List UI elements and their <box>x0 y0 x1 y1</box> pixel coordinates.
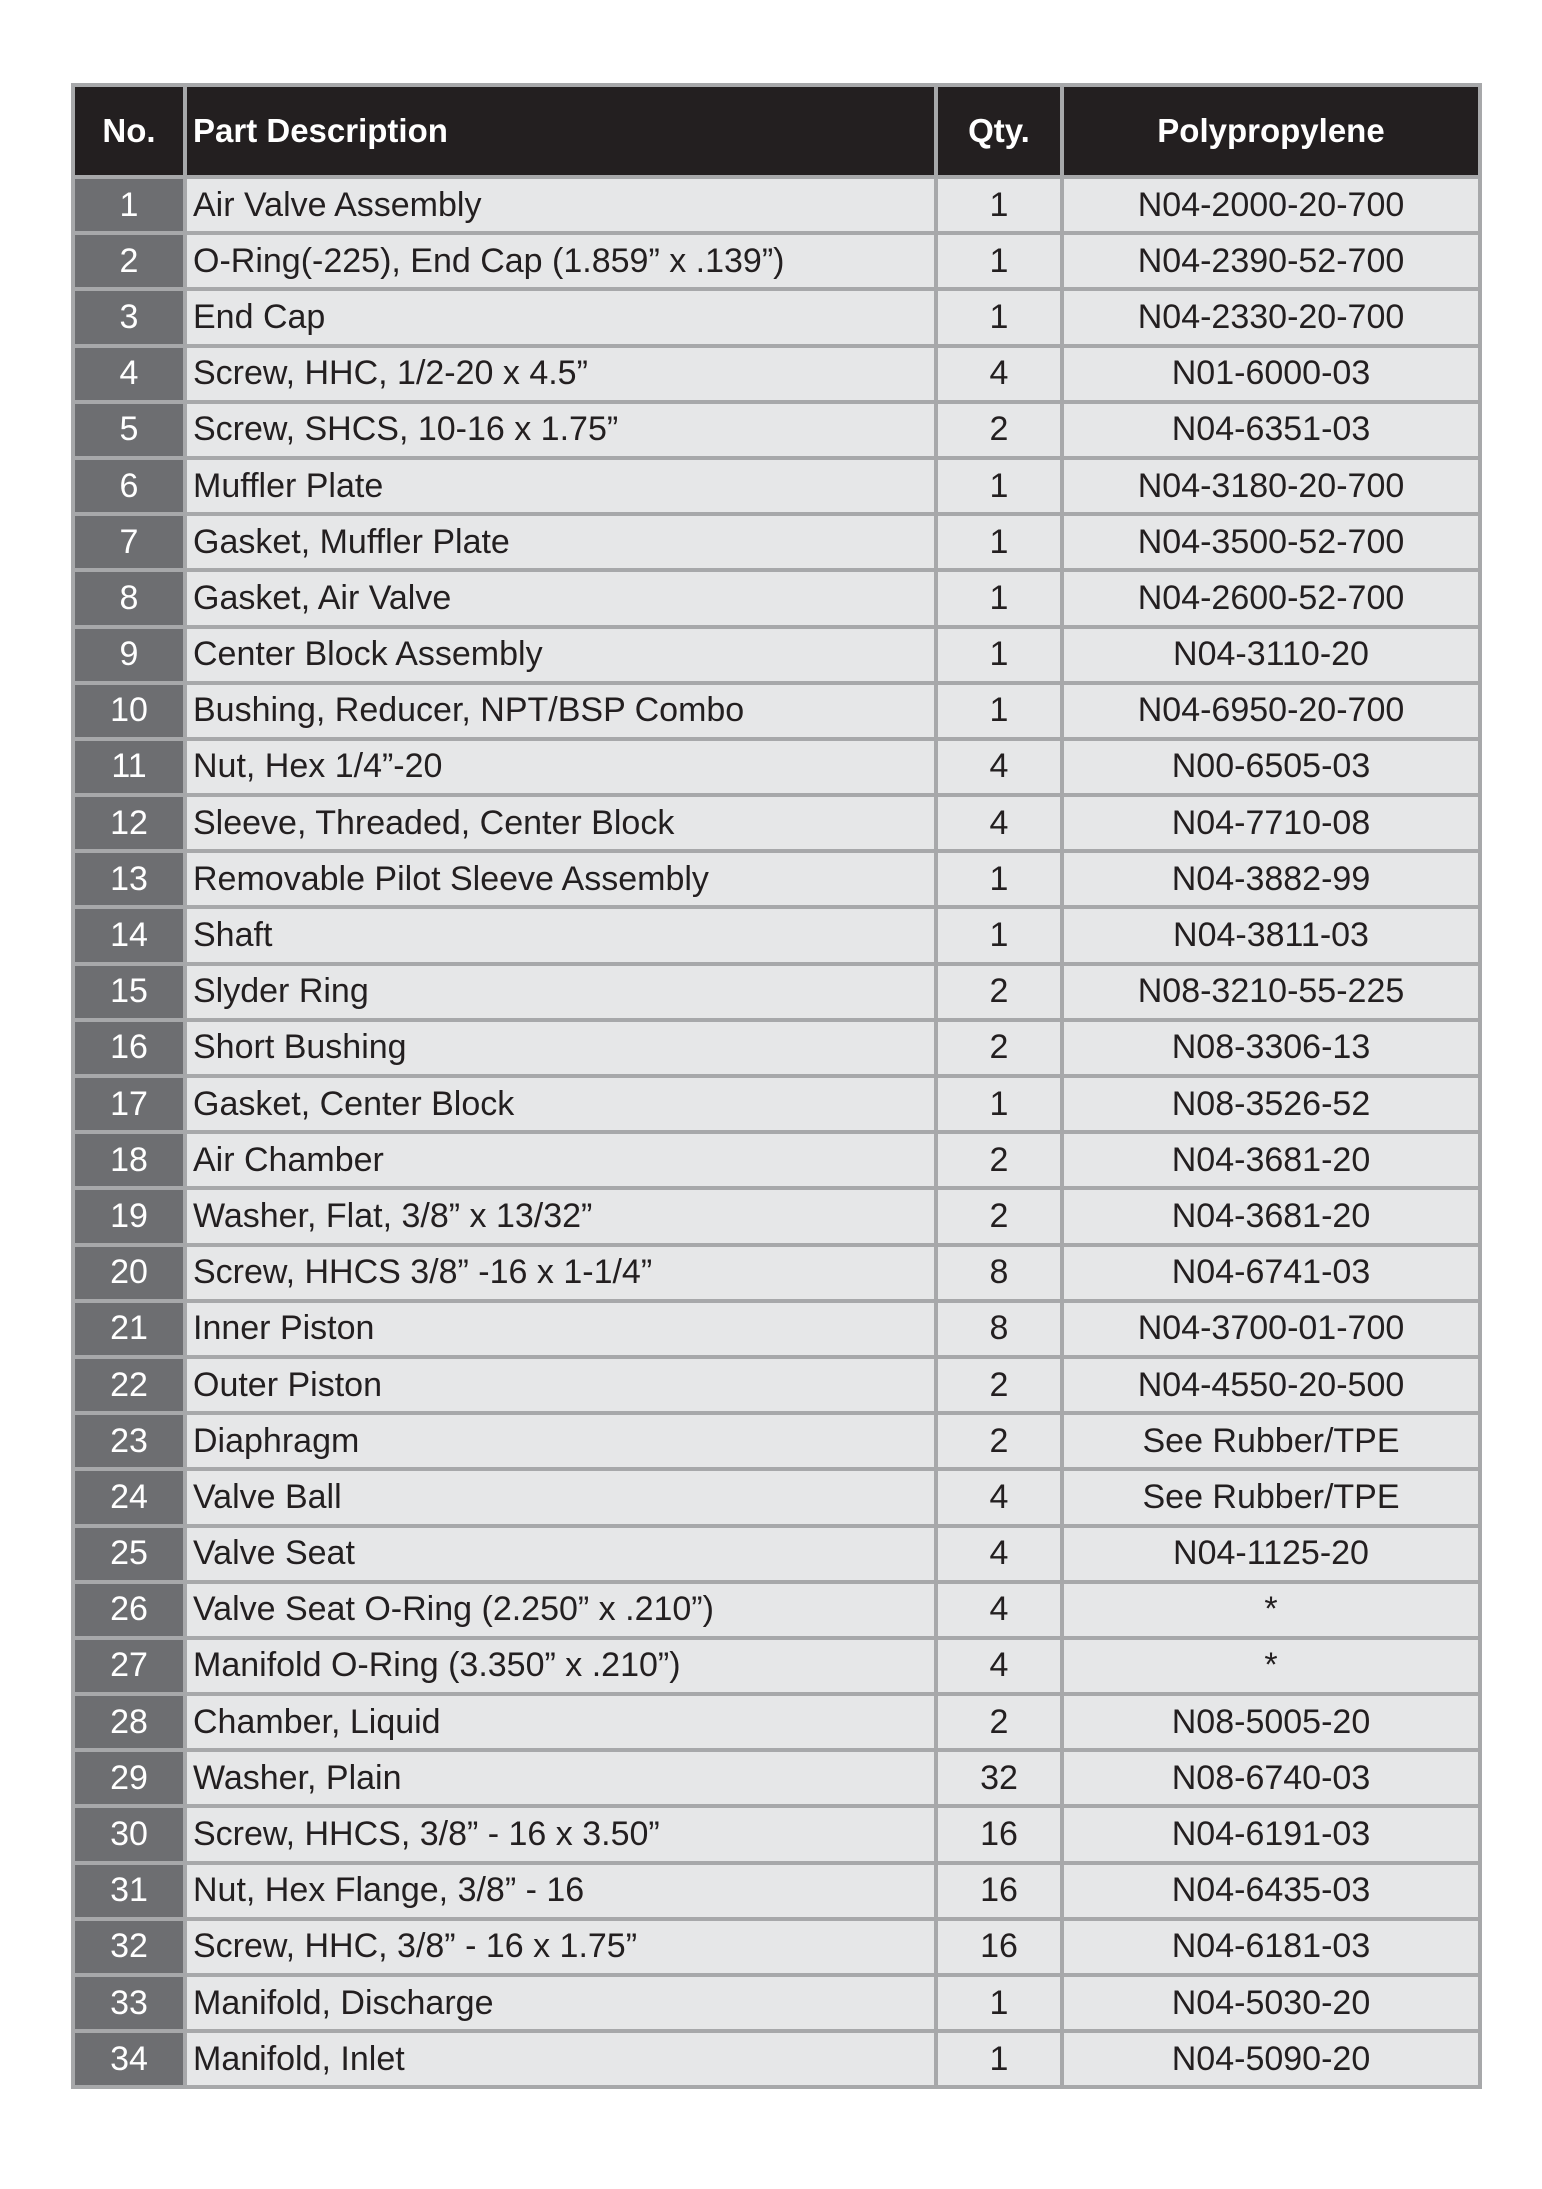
part-number: * <box>1062 1582 1480 1638</box>
part-qty: 4 <box>936 1582 1062 1638</box>
table-row <box>73 1132 1480 1188</box>
part-number: N00-6505-03 <box>1062 739 1480 795</box>
header-part-description: Part Description <box>185 85 936 177</box>
part-description: Manifold, Inlet <box>185 2031 936 2087</box>
part-number-index: 17 <box>73 1076 185 1132</box>
part-description: Chamber, Liquid <box>185 1694 936 1750</box>
part-qty: 16 <box>936 1806 1062 1862</box>
part-description: Shaft <box>185 907 936 963</box>
table-row <box>73 683 1480 739</box>
table-row <box>73 1582 1480 1638</box>
part-number: N04-3681-20 <box>1062 1132 1480 1188</box>
table-row <box>73 627 1480 683</box>
part-number: N04-3180-20-700 <box>1062 458 1480 514</box>
part-qty: 1 <box>936 233 1062 289</box>
part-number-index: 34 <box>73 2031 185 2087</box>
part-number-index: 29 <box>73 1750 185 1806</box>
parts-body <box>73 177 1480 2087</box>
part-qty: 1 <box>936 289 1062 345</box>
part-description: Valve Seat <box>185 1526 936 1582</box>
table-row <box>73 795 1480 851</box>
part-qty: 1 <box>936 1975 1062 2031</box>
part-qty: 1 <box>936 514 1062 570</box>
part-number-index: 30 <box>73 1806 185 1862</box>
part-number-index: 15 <box>73 964 185 1020</box>
part-qty: 4 <box>936 1638 1062 1694</box>
part-description: Gasket, Air Valve <box>185 570 936 626</box>
part-qty: 8 <box>936 1245 1062 1301</box>
part-qty: 16 <box>936 1863 1062 1919</box>
part-number: N04-2600-52-700 <box>1062 570 1480 626</box>
part-qty: 4 <box>936 346 1062 402</box>
table-row <box>73 570 1480 626</box>
part-description: Valve Seat O-Ring (2.250” x .210”) <box>185 1582 936 1638</box>
part-qty: 2 <box>936 402 1062 458</box>
part-qty: 2 <box>936 1694 1062 1750</box>
part-qty: 2 <box>936 1357 1062 1413</box>
part-number: N04-6435-03 <box>1062 1863 1480 1919</box>
part-description: Gasket, Center Block <box>185 1076 936 1132</box>
part-number-index: 5 <box>73 402 185 458</box>
part-number-index: 33 <box>73 1975 185 2031</box>
part-number: N04-3681-20 <box>1062 1188 1480 1244</box>
part-number: See Rubber/TPE <box>1062 1469 1480 1525</box>
part-description: Washer, Plain <box>185 1750 936 1806</box>
part-number-index: 12 <box>73 795 185 851</box>
part-qty: 1 <box>936 627 1062 683</box>
table-row <box>73 346 1480 402</box>
part-description: Bushing, Reducer, NPT/BSP Combo <box>185 683 936 739</box>
part-number-index: 13 <box>73 851 185 907</box>
header-qty: Qty. <box>936 85 1062 177</box>
part-number: N04-6351-03 <box>1062 402 1480 458</box>
part-number-index: 20 <box>73 1245 185 1301</box>
part-description: Nut, Hex 1/4”-20 <box>185 739 936 795</box>
part-number: * <box>1062 1638 1480 1694</box>
part-number: N04-5090-20 <box>1062 2031 1480 2087</box>
part-description: Short Bushing <box>185 1020 936 1076</box>
part-description: Removable Pilot Sleeve Assembly <box>185 851 936 907</box>
part-number: N08-3526-52 <box>1062 1076 1480 1132</box>
part-description: Gasket, Muffler Plate <box>185 514 936 570</box>
part-qty: 1 <box>936 458 1062 514</box>
part-number: N08-6740-03 <box>1062 1750 1480 1806</box>
part-number: N04-3700-01-700 <box>1062 1301 1480 1357</box>
part-number: N04-6181-03 <box>1062 1919 1480 1975</box>
part-number-index: 27 <box>73 1638 185 1694</box>
table-row <box>73 458 1480 514</box>
table-row <box>73 1188 1480 1244</box>
part-number-index: 1 <box>73 177 185 233</box>
part-number: N04-6741-03 <box>1062 1245 1480 1301</box>
part-number: N04-6191-03 <box>1062 1806 1480 1862</box>
part-description: O-Ring(-225), End Cap (1.859” x .139”) <box>185 233 936 289</box>
part-number-index: 26 <box>73 1582 185 1638</box>
part-qty: 4 <box>936 795 1062 851</box>
part-description: Screw, HHC, 1/2-20 x 4.5” <box>185 346 936 402</box>
table-row <box>73 1245 1480 1301</box>
part-number: N01-6000-03 <box>1062 346 1480 402</box>
header-material: Polypropylene <box>1062 85 1480 177</box>
part-qty: 1 <box>936 907 1062 963</box>
part-qty: 1 <box>936 2031 1062 2087</box>
part-description: End Cap <box>185 289 936 345</box>
part-number: See Rubber/TPE <box>1062 1413 1480 1469</box>
part-qty: 2 <box>936 1413 1062 1469</box>
part-description: Muffler Plate <box>185 458 936 514</box>
table-row <box>73 1919 1480 1975</box>
part-qty: 2 <box>936 1132 1062 1188</box>
part-description: Outer Piston <box>185 1357 936 1413</box>
part-number: N04-3882-99 <box>1062 851 1480 907</box>
part-number-index: 28 <box>73 1694 185 1750</box>
table-row <box>73 1975 1480 2031</box>
part-qty: 2 <box>936 964 1062 1020</box>
part-qty: 1 <box>936 851 1062 907</box>
part-description: Center Block Assembly <box>185 627 936 683</box>
part-number: N08-3306-13 <box>1062 1020 1480 1076</box>
part-qty: 1 <box>936 570 1062 626</box>
part-description: Manifold O-Ring (3.350” x .210”) <box>185 1638 936 1694</box>
part-number-index: 10 <box>73 683 185 739</box>
part-number: N04-2000-20-700 <box>1062 177 1480 233</box>
part-number-index: 6 <box>73 458 185 514</box>
table-row <box>73 289 1480 345</box>
part-qty: 1 <box>936 1076 1062 1132</box>
table-row <box>73 402 1480 458</box>
table-row <box>73 1020 1480 1076</box>
part-qty: 16 <box>936 1919 1062 1975</box>
table-row <box>73 1806 1480 1862</box>
part-qty: 8 <box>936 1301 1062 1357</box>
part-description: Nut, Hex Flange, 3/8” - 16 <box>185 1863 936 1919</box>
part-number-index: 3 <box>73 289 185 345</box>
table-row <box>73 1863 1480 1919</box>
part-number: N04-3500-52-700 <box>1062 514 1480 570</box>
part-number-index: 11 <box>73 739 185 795</box>
part-qty: 1 <box>936 177 1062 233</box>
table-row <box>73 2031 1480 2087</box>
part-number: N08-3210-55-225 <box>1062 964 1480 1020</box>
part-number: N04-2330-20-700 <box>1062 289 1480 345</box>
part-description: Screw, HHCS, 3/8” - 16 x 3.50” <box>185 1806 936 1862</box>
table-row <box>73 1413 1480 1469</box>
part-number-index: 31 <box>73 1863 185 1919</box>
part-qty: 2 <box>936 1020 1062 1076</box>
table-row <box>73 739 1480 795</box>
part-number-index: 18 <box>73 1132 185 1188</box>
part-description: Valve Ball <box>185 1469 936 1525</box>
table-row <box>73 1301 1480 1357</box>
part-number-index: 4 <box>73 346 185 402</box>
part-number: N04-3110-20 <box>1062 627 1480 683</box>
table-row <box>73 514 1480 570</box>
table-row <box>73 1638 1480 1694</box>
part-number-index: 24 <box>73 1469 185 1525</box>
part-description: Air Valve Assembly <box>185 177 936 233</box>
part-description: Screw, SHCS, 10-16 x 1.75” <box>185 402 936 458</box>
part-number: N08-5005-20 <box>1062 1694 1480 1750</box>
table-row <box>73 1469 1480 1525</box>
part-description: Screw, HHCS 3/8” -16 x 1-1/4” <box>185 1245 936 1301</box>
table-row <box>73 1750 1480 1806</box>
part-number-index: 21 <box>73 1301 185 1357</box>
parts-table <box>71 83 1482 2089</box>
part-number-index: 8 <box>73 570 185 626</box>
part-number: N04-3811-03 <box>1062 907 1480 963</box>
part-description: Washer, Flat, 3/8” x 13/32” <box>185 1188 936 1244</box>
part-qty: 2 <box>936 1188 1062 1244</box>
table-row <box>73 1526 1480 1582</box>
table-row <box>73 1076 1480 1132</box>
part-number-index: 22 <box>73 1357 185 1413</box>
header-row <box>73 85 1480 177</box>
part-number: N04-4550-20-500 <box>1062 1357 1480 1413</box>
part-number: N04-6950-20-700 <box>1062 683 1480 739</box>
part-description: Screw, HHC, 3/8” - 16 x 1.75” <box>185 1919 936 1975</box>
part-number-index: 25 <box>73 1526 185 1582</box>
part-number-index: 2 <box>73 233 185 289</box>
part-number: N04-2390-52-700 <box>1062 233 1480 289</box>
part-qty: 1 <box>936 683 1062 739</box>
part-number: N04-1125-20 <box>1062 1526 1480 1582</box>
table-row <box>73 964 1480 1020</box>
part-number-index: 23 <box>73 1413 185 1469</box>
table-row <box>73 907 1480 963</box>
part-description: Air Chamber <box>185 1132 936 1188</box>
part-description: Inner Piston <box>185 1301 936 1357</box>
part-number-index: 7 <box>73 514 185 570</box>
part-number-index: 19 <box>73 1188 185 1244</box>
part-qty: 4 <box>936 1526 1062 1582</box>
part-description: Slyder Ring <box>185 964 936 1020</box>
part-number-index: 32 <box>73 1919 185 1975</box>
table-row <box>73 177 1480 233</box>
part-qty: 32 <box>936 1750 1062 1806</box>
table-row <box>73 851 1480 907</box>
part-number: N04-5030-20 <box>1062 1975 1480 2031</box>
part-description: Manifold, Discharge <box>185 1975 936 2031</box>
part-number: N04-7710-08 <box>1062 795 1480 851</box>
part-qty: 4 <box>936 1469 1062 1525</box>
header-no: No. <box>73 85 185 177</box>
part-number-index: 14 <box>73 907 185 963</box>
part-number-index: 16 <box>73 1020 185 1076</box>
part-description: Diaphragm <box>185 1413 936 1469</box>
table-row <box>73 233 1480 289</box>
part-qty: 4 <box>936 739 1062 795</box>
table-row <box>73 1357 1480 1413</box>
part-description: Sleeve, Threaded, Center Block <box>185 795 936 851</box>
table-row <box>73 1694 1480 1750</box>
part-number-index: 9 <box>73 627 185 683</box>
